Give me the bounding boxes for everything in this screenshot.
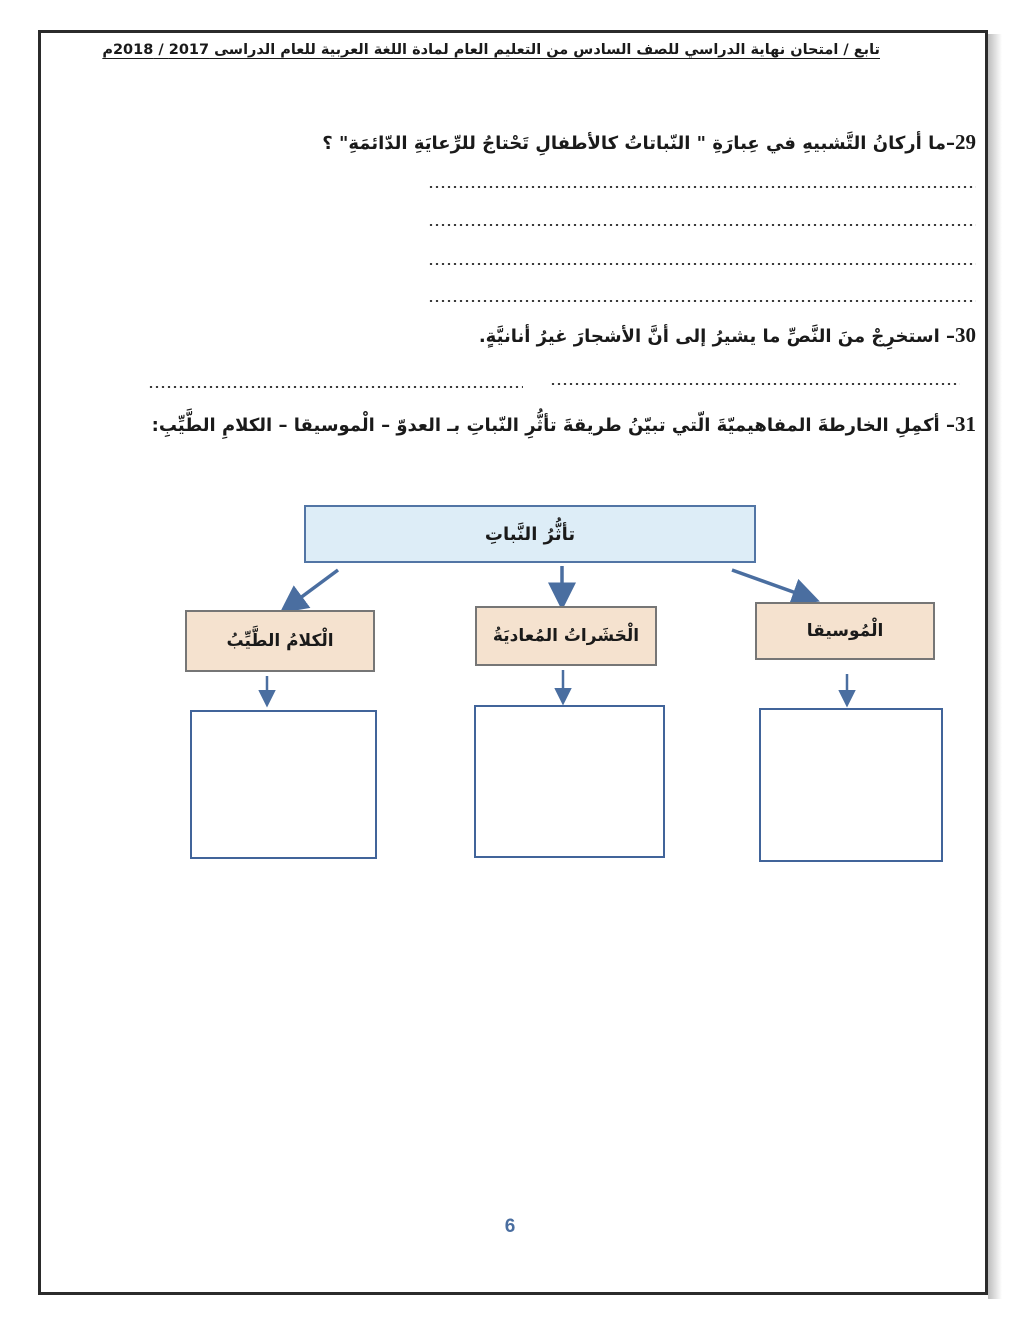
arrow-root-to-left bbox=[288, 570, 338, 607]
answer-box-insects[interactable] bbox=[474, 705, 665, 858]
branch-kind-words bbox=[185, 610, 375, 672]
answer-box-kind-words[interactable] bbox=[190, 710, 377, 859]
exam-header: تابع / امتحان نهاية الدراسي للصف السادس من التعليم العام لمادة اللغة العربية للعام الدراسى 2017 / 2018م bbox=[102, 42, 880, 58]
question-29-number: 29 bbox=[955, 130, 976, 154]
branch-music bbox=[755, 602, 935, 660]
branch-kind-words-label: الْكلامُ الطَّيِّبُ bbox=[226, 631, 334, 651]
question-31-text: – أكمِلِ الخارطةَ المفاهيميّةَ الّتي تبيّنُ طريقةَ تأثُّرِ النّباتِ بـ العدوّ – الْموسيقا – الكلامِ الطَّيِّبِ: bbox=[151, 415, 955, 436]
arrow-root-to-right bbox=[732, 570, 810, 598]
concept-map-root-label: تأثُّرُ النَّباتِ bbox=[484, 523, 576, 545]
branch-insects-label: الْحَشَراتُ المُعاديَةُ bbox=[492, 626, 640, 646]
question-30-text: – استخرِجْ منَ النَّصِّ ما يشيرُ إلى أنَّ الأشجارَ غيرُ أنانيَّةٍ. bbox=[478, 326, 955, 347]
page-number: 6 bbox=[504, 1216, 516, 1237]
branch-music-label: الْمُوسيقا bbox=[806, 621, 884, 641]
branch-hostile-insects bbox=[475, 606, 657, 666]
concept-map-root bbox=[304, 505, 756, 563]
question-30-number: 30 bbox=[955, 323, 976, 347]
question-29-text: –ما أركانُ التَّشبيهِ في عِبارَةِ " النّباتاتُ كالأطفالِ تَحْتاجُ للرِّعايَةِ الدّائمَةِ" ؟ bbox=[322, 133, 955, 154]
question-31-number: 31 bbox=[955, 412, 976, 436]
answer-box-music[interactable] bbox=[759, 708, 943, 862]
